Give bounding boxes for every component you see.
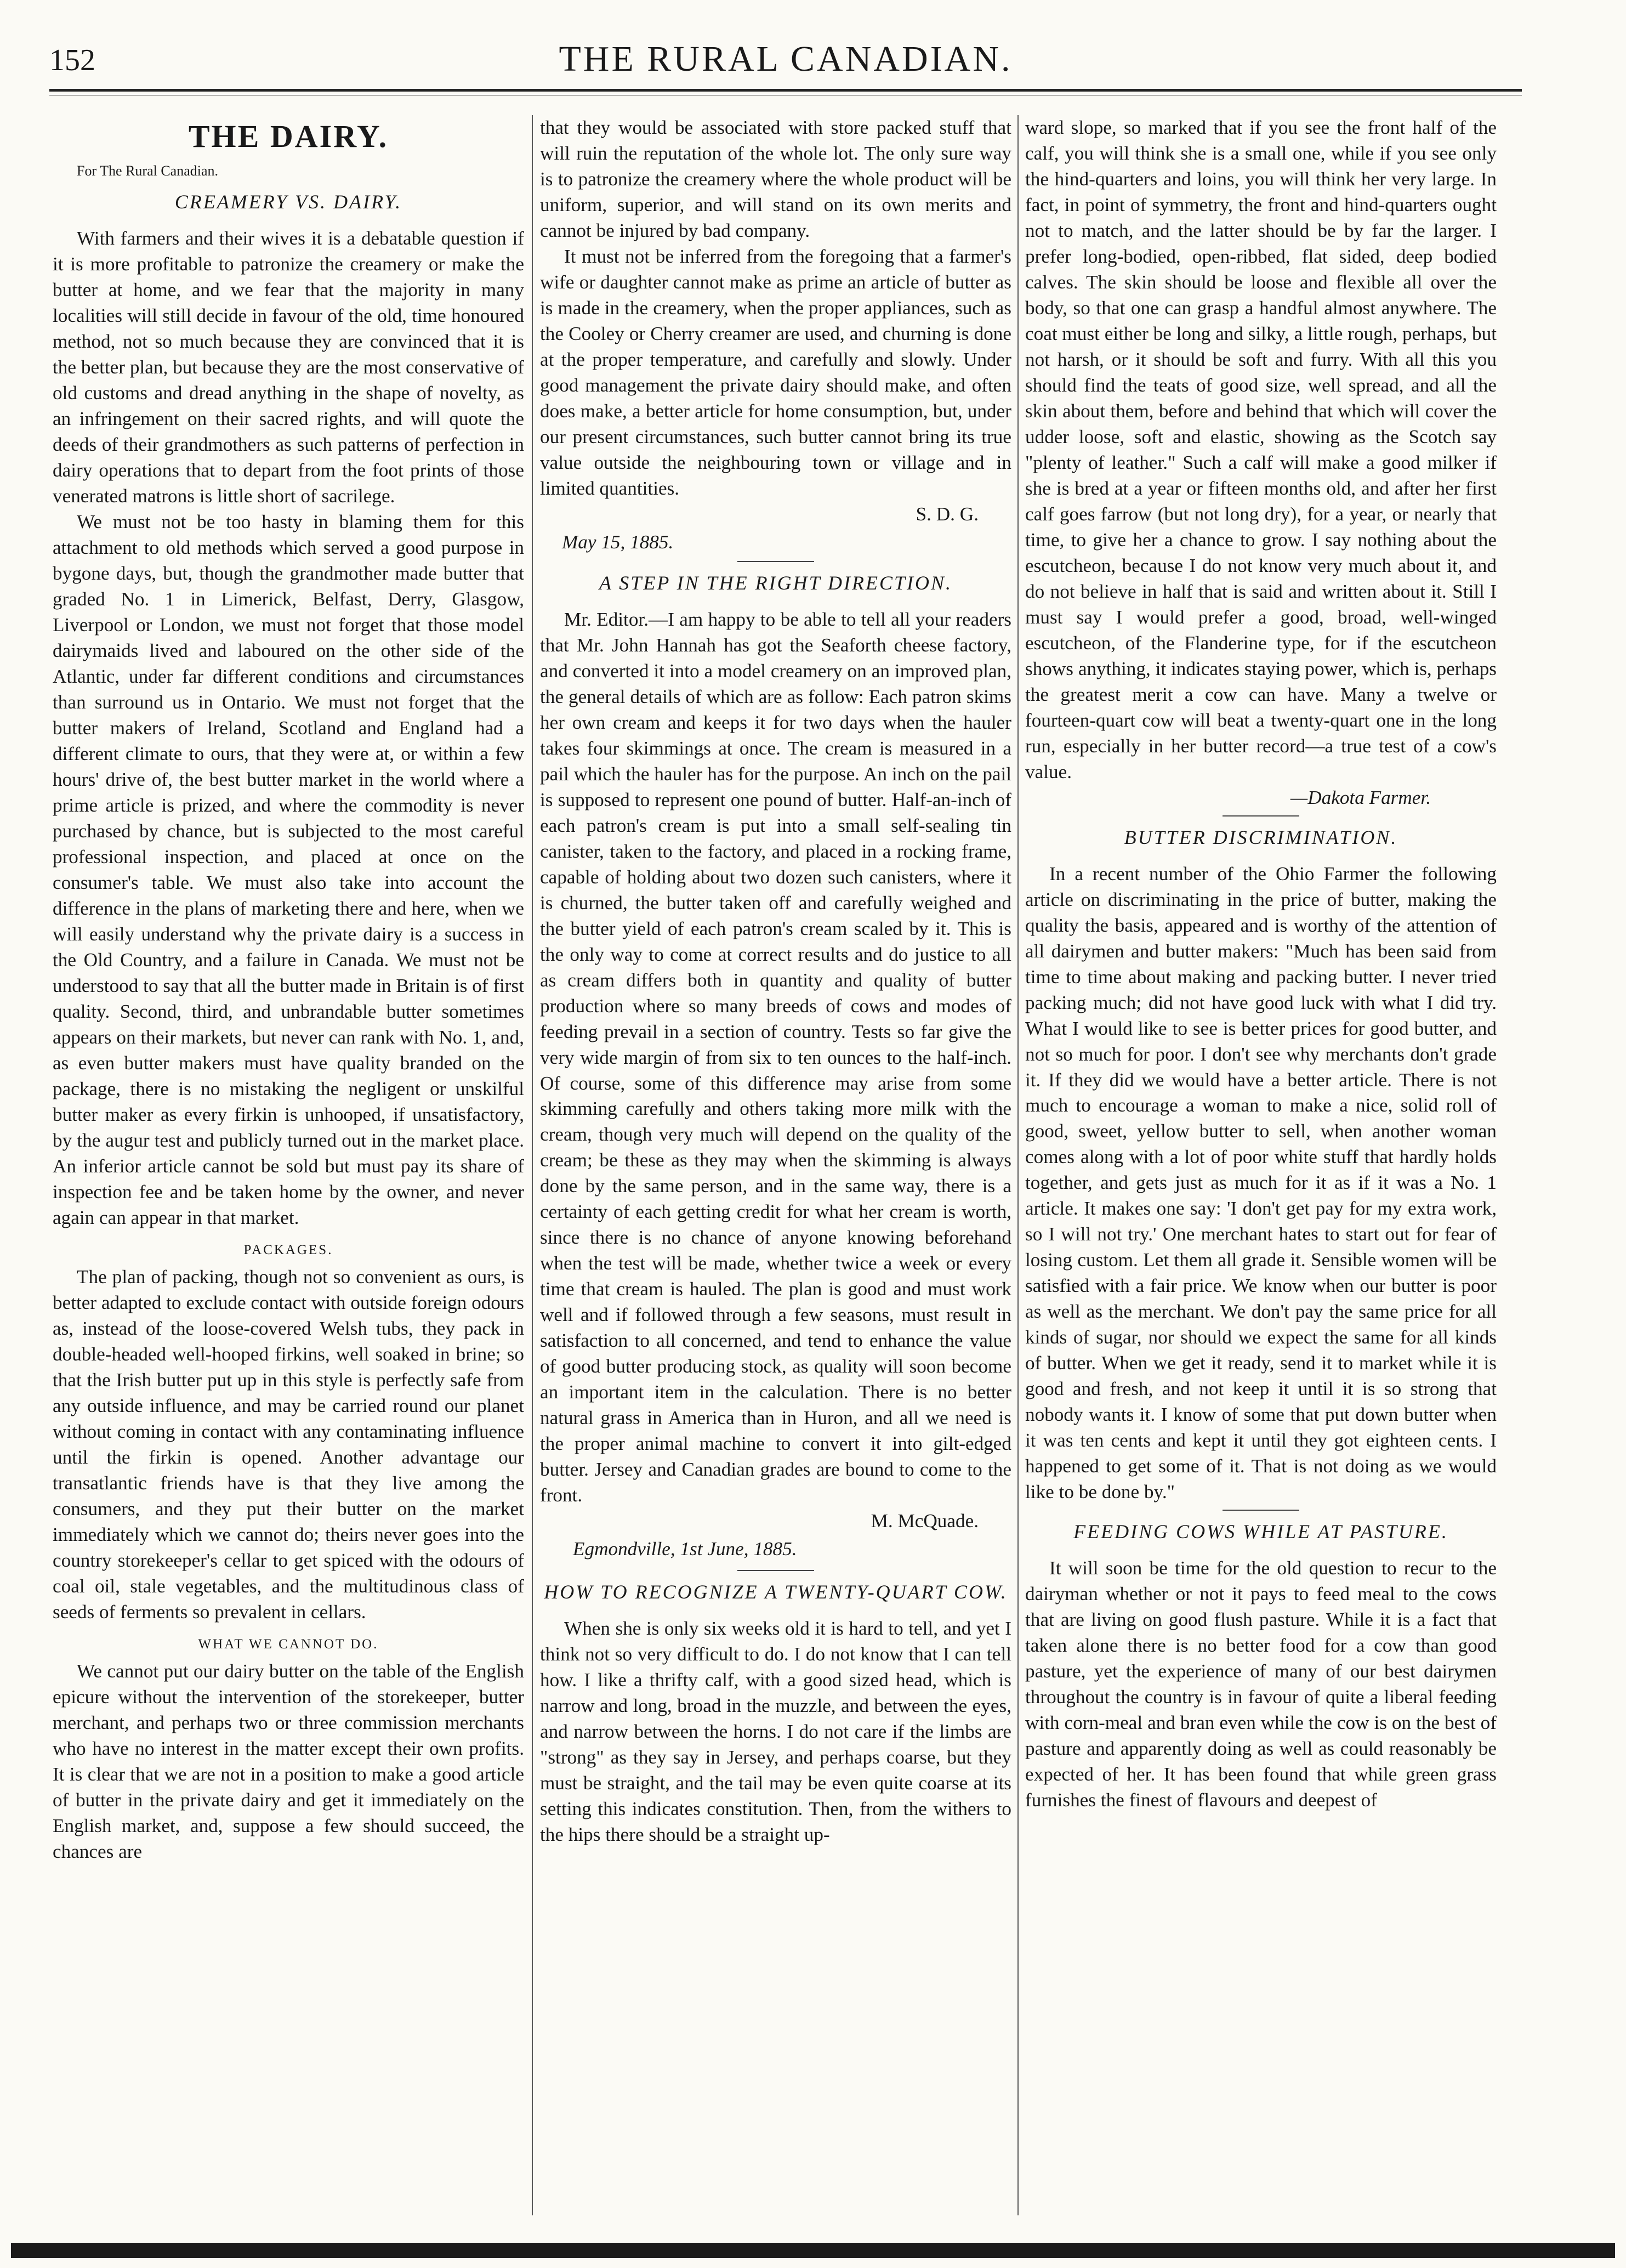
paragraph: that they would be associated with store packed stuff that will ruin the reputation of the whole lot. The only sure way is to patronize the creamery where the whole product will be uniform, superior, and will stand on its own merits and cannot be injured by bad company.	[540, 117, 1011, 241]
article-title: CREAMERY VS. DAIRY.	[174, 191, 402, 213]
paragraph: When she is only six weeks old it is hard to tell, and yet I think not so very difficult to do. I do not know that I can tell how. I like a thrifty calf, with a good sized head, which is narrow and long, broad in the muzzle, and between the eyes, and narrow between the horns. I do not care if the limbs are "strong" as they say in Jersey, and perhaps coarse, but they must be straight, and the tail may be even quite coarse at its setting this indicates constitution. Then, from the withers to the hips there should be a straight up-	[540, 1618, 1011, 1846]
signature-line	[540, 1509, 1011, 1534]
subheading: WHAT WE CANNOT DO.	[198, 1636, 379, 1652]
dateline: May 15, 1885.	[562, 531, 674, 553]
divider	[737, 561, 814, 562]
signature-line	[540, 502, 1011, 528]
paper-title: THE RURAL CANADIAN.	[559, 39, 1013, 79]
paragraph: It must not be inferred from the foregoing that a farmer's wife or daughter cannot make as prime an article of butter as is made in the creamery, when the proper appliances, such as the Cooley or Cherry creamer are used, and churning is done at the proper temperature, and carefully and slowly. Under good management the private dairy should make, and often does make, a better article for home consumption, but, under our present circumstances, such butter cannot bring its true value outside the neighbouring town or village and in limited quantities.	[540, 245, 1011, 499]
credit: —Dakota Farmer.	[1290, 786, 1431, 808]
article-title: A STEP IN THE RIGHT DIRECTION.	[599, 571, 953, 594]
page-header	[49, 38, 1522, 82]
column-3	[1025, 115, 1497, 2215]
byline: For The Rural Canadian.	[77, 163, 219, 179]
divider	[1223, 1510, 1299, 1511]
paragraph: It will soon be time for the old question to recur to the dairyman whether or not it pays to feed meal to the cows that are living on good flush pasture. While it is a fact that taken alone there is no better food for a cow than good pasture, yet the experience of many of our best dairymen throughout the country is in favour of quite a liberal feeding with corn-meal and bran even while the cow is on the best of pasture and apparently doing as well as could reasonably be expected of her. It has been found that while green grass furnishes the finest of flavours and deepest of	[1025, 1557, 1497, 1811]
header-rule	[49, 89, 1522, 95]
signature: S. D. G.	[916, 503, 979, 525]
article-title: BUTTER DISCRIMINATION.	[1124, 826, 1398, 848]
subheading: PACKAGES.	[243, 1242, 333, 1257]
column-2	[540, 115, 1011, 2215]
paragraph: With farmers and their wives it is a debatable question if it is more profitable to patronize the creamery or make the butter at home, and we fear that the majority in many localities will still decide in favour of the old, time honoured method, not so much because they are convinced that it is the better plan, but because they are the most conservative of old customs and dread anything in the shape of novelty, as an infringement on their sacred rights, and will quote the deeds of their grandmothers as such patterns of perfection in dairy operations that to depart from the foot prints of those venerated matrons is little short of sacrilege.	[53, 228, 524, 507]
column-divider	[532, 115, 533, 2215]
divider	[737, 1570, 814, 1571]
signature: M. McQuade.	[871, 1510, 979, 1532]
paragraph: Mr. Editor.—I am happy to be able to tell all your readers that Mr. John Hannah has got the Seaforth cheese factory, and converted it into a model creamery on an improved plan, the general details of which are as follow: Each patron skims her own cream and keeps it for two days when the hauler takes four skimmings at once. The cream is measured in a pail which the hauler has for the purpose. An inch on the pail is supposed to represent one pound of butter. Half-an-inch of each patron's cream is put into a small self-sealing tin canister, taken to the factory, and placed in a rocking frame, capable of holding about two dozen such canisters, where it is churned, the butter taken off and carefully weighed and the butter yield of each patron's cream scaled by it. This is the only way to come at correct results and do justice to all as cream differs both in quantity and quality of butter production where so many breeds of cows and modes of feeding prevail in a section of country. Tests so far give the very wide margin of from six to ten ounces to the half-inch. Of course, some of this difference may arise from some skimming carefully and others taking more milk with the cream, though very much will depend on the quality of the cream; be these as they may when the skimming is always done by the same person, and in the same way, there is a certainty of each getting credit for what her cream is worth, since there is no chance of anyone knowing beforehand when the test will be made, whether twice a week or every time that cream is hauled. The plan is good and must work well and if followed through a few seasons, must result in satisfaction to all concerned, and tend to enhance the value of good butter producing stock, as quality will soon become an important item in the calculation. There is no better natural grass in America than in Huron, and all we need is the proper animal machine to convert it into gilt-edged butter. Jersey and Canadian grades are bound to come to the front.	[540, 608, 1011, 1506]
section-heading: THE DAIRY.	[188, 118, 389, 154]
column-1	[53, 115, 524, 2215]
page-bottom-edge	[11, 2243, 1615, 2258]
dateline: Egmondville, 1st June, 1885.	[573, 1538, 797, 1560]
article-title: HOW TO RECOGNIZE A TWENTY-QUART COW.	[544, 1581, 1008, 1603]
paragraph: We cannot put our dairy butter on the table of the English epicure without the intervention of the storekeeper, butter merchant, and perhaps two or three commission merchants who have no interest in the matter except their own profits. It is clear that we are not in a position to make a good article of butter in the private dairy and get it immediately on the English market, and, suppose a few should succeed, the chances are	[53, 1660, 524, 1862]
paragraph: ward slope, so marked that if you see the front half of the calf, you will think she is a small one, while if you see only the hind-quarters and loins, you will think her very large. In fact, in point of symmetry, the front and hind-quarters ought not to match, and the latter should be by far the larger. I prefer long-bodied, open-ribbed, flat sided, deep bodied calves. The skin should be loose and flexible all over the body, so that one can grasp a handful almost anywhere. The coat must either be long and silky, a little rough, perhaps, but not harsh, or it should be soft and furry. With all this you should find the teats of good size, well spread, and all the skin about them, before and behind that which will cover the udder loose, soft and elastic, showing as the Scotch say "plenty of leather." Such a calf will make a good milker if she is bred at a year or fifteen months old, and after her first calf goes farrow (but not long dry), for a year, or nearly that time, to give her a chance to grow. I say nothing about the escutcheon, because I do not know very much about it, and do not believe in half that is said and written about it. Still I must say I would prefer a good, broad, well-winged escutcheon, of the Flanderine type, for if the escutcheon shows anything, it indicates staying power, which is, perhaps the greatest merit a cow can have. Many a twelve or fourteen-quart cow will beat a twenty-quart one in the long run, especially in her butter record—a true test of a cow's value.	[1025, 117, 1497, 783]
paragraph: We must not be too hasty in blaming them for this attachment to old methods which served a good purpose in bygone days, but, though the grandmother made butter that graded No. 1 in Limerick, Belfast, Derry, Glasgow, Liverpool or London, we must not forget that those model dairymaids lived and laboured on the other side of the Atlantic, under far different conditions and circumstances than surround us in Ontario. We must not forget that the butter makers of Ireland, Scotland and England had a different climate to ours, that they were at, or within a few hours' drive of, the best butter market in the world where a prime article is prized, and where the commodity is never purchased by chance, but is subjected to the most careful professional inspection, and placed at once on the consumer's table. We must also take into account the difference in the plans of marketing there and here, when we will easily understand why the private dairy is a success in the Old Country, and a failure in Canada. We must not be understood to say that all the butter made in Britain is of first quality. Second, third, and unbrandable butter sometimes appears on their markets, but never can rank with No. 1, and, as even butter makers must have quality branded on the package, there is no mistaking the negligent or unskilful butter maker as every firkin is unhooped, if unsatisfactory, by the augur test and publicly turned out in the market place. An inferior article cannot be sold but must pay its share of inspection fee and be taken home by the owner, and never again can appear in that market.	[53, 511, 524, 1228]
paragraph: The plan of packing, though not so convenient as ours, is better adapted to exclude contact with outside foreign odours as, instead of the loose-covered Welsh tubs, they pack in double-headed well-hooped firkins, well soaked in brine; so that the Irish butter put up in this style is perfectly safe from any outside influence, and may be carried round our planet without coming in contact with any contaminating influence until the firkin is opened. Another advantage our transatlantic friends have is that they live among the consumers, and they put their butter on the market immediately which we cannot do; theirs never goes into the country storekeeper's cellar to get spiced with the odours of coal oil, stale vegetables, and the multitudinous class of seeds of ferments so prevalent in cellars.	[53, 1266, 524, 1623]
column-divider	[1017, 115, 1019, 2215]
divider	[1223, 815, 1299, 817]
credit-line	[1025, 785, 1497, 811]
article-title: FEEDING COWS WHILE AT PASTURE.	[1073, 1521, 1448, 1543]
page-number: 152	[49, 43, 95, 77]
paragraph: In a recent number of the Ohio Farmer the following article on discriminating in the price of butter, making the quality the basis, appeared and is worthy of the attention of all dairymen and butter makers: "Much has been said from time to time about making and packing butter. I never tried packing much; did not have good luck with what I did try. What I would like to see is better prices for good butter, and not so much for poor. I don't see why merchants don't grade it. If they did we would have a better article. There is not much to encourage a woman to make a nice, solid roll of good, sweet, yellow butter to sell, when another woman comes along with a lot of poor white stuff that hardly holds together, and gets just as much for it as if it was a No. 1 article. It makes one say: 'I don't get pay for my extra work, so I will not try.' One merchant hates to start out for fear of losing custom. Let them all grade it. Sensible women will be satisfied with a fair price. We know when our butter is poor as well as the merchant. We don't pay the same price for all kinds of sugar, nor should we expect the same for all kinds of butter. When we get it ready, send it to market while it is good and fresh, and not keep it until it is so strong that nobody wants it. I know of some that put down butter when it was ten cents and kept it until they got eighteen cents. I happened to get some of it. That is not doing as we would like to be done by."	[1025, 863, 1497, 1503]
